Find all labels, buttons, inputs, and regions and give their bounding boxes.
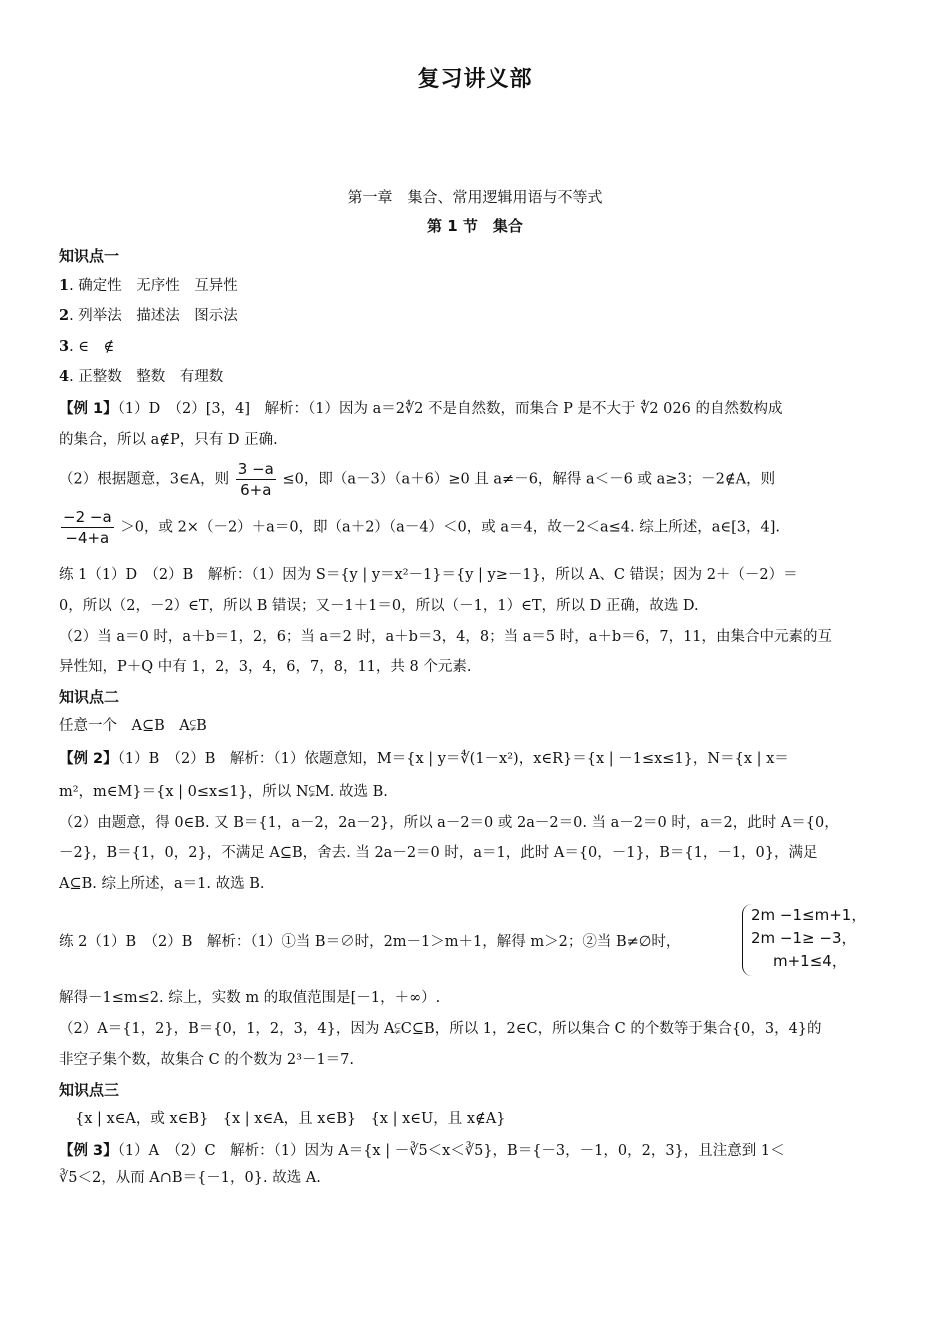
example-2-line-2: m²，m∈M}＝{x | 0≤x≤1}，所以 N⫋M. 故选 B.	[59, 784, 388, 800]
practice-1-line-3: （2）当 a＝0 时，a＋b＝1，2，6；当 a＝2 时，a＋b＝3，4，8；当 a＝5 时，a＋b＝6，7，11，由集合中元素的互	[59, 629, 833, 645]
example-3-label: 【例 3】	[59, 1143, 118, 1159]
example-1-line-3	[59, 460, 775, 499]
kp1-item-4	[59, 367, 895, 387]
example-2-label: 【例 2】	[59, 751, 118, 767]
kp3-line: {x | x∈A，或 x∈B} {x | x∈A，且 x∈B} {x | x∈U，且 x∉A}	[75, 1111, 506, 1127]
example-1-label: 【例 1】	[59, 401, 118, 417]
inequality-3: m+1≤4，	[773, 952, 847, 970]
kp1-item-3	[59, 337, 895, 357]
kp1-item-2	[59, 306, 895, 326]
kp1-item-4-text: . 正整数 整数 有理数	[69, 369, 224, 385]
fraction-2	[61, 508, 114, 547]
example-1-line-1	[59, 399, 895, 419]
knowledge-point-2-heading: 知识点二	[59, 688, 120, 706]
inequality-1: 2m −1≤m+1，	[751, 906, 867, 924]
example-1-line-2: 的集合，所以 a∉P，只有 D 正确.	[59, 432, 278, 448]
practice-2-line-4: 非空子集个数，故集合 C 的个数为 2³－1＝7.	[59, 1052, 355, 1068]
fraction-1	[236, 460, 276, 499]
example-3-text-1: （1）A （2）C 解析：（1）因为 A＝{x | －∛5＜x＜∛5}，B＝{－3，－1，0，2，3}，且注意到 1＜	[117, 1143, 785, 1159]
example-2-line-4: －2}，B＝{1，0，2}，不满足 A⊆B，舍去. 当 2a－2＝0 时，a＝1，此时 A＝{0，－1}，B＝{1，－1，0}，满足	[59, 845, 818, 861]
kp1-item-2-text: . 列举法 描述法 图示法	[69, 308, 238, 324]
example-2-line-5: A⊆B. 综上所述，a＝1. 故选 B.	[59, 876, 265, 892]
practice-2-line-2: 解得－1≤m≤2. 综上，实数 m 的取值范围是[－1，＋∞）.	[59, 990, 441, 1006]
practice-2-line-3: （2）A＝{1，2}，B＝{0，1，2，3，4}，因为 A⫋C⊆B，所以 1，2∈C，所以集合 C 的个数等于集合{0，3，4}的	[59, 1021, 822, 1037]
example-2-line-3: （2）由题意，得 0∈B. 又 B＝{1，a－2，2a－2}，所以 a－2＝0 或 2a－2＝0. 当 a－2＝0 时，a＝2，此时 A＝{0，	[59, 815, 839, 831]
example-2-text-1: （1）B （2）B 解析：（1）依题意知，M＝{x | y＝∜(1－x²)，x∈R}＝{x | －1≤x≤1}，N＝{x | x＝	[117, 751, 789, 767]
example-1-line-4-post: ＞0，或 2×（－2）＋a＝0，即（a＋2）（a－4）＜0，或 a＝4，故－2＜a≤4. 综上所述，a∈[3，4].	[120, 519, 780, 536]
fraction-2-denominator: −4+a	[65, 529, 110, 547]
knowledge-point-3-heading: 知识点三	[59, 1081, 120, 1099]
section-title: 第 1 节 集合	[427, 217, 523, 235]
example-1-line-4	[59, 508, 780, 547]
kp1-item-3-text: . ∈ ∉	[69, 339, 115, 355]
chapter-title: 第一章 集合、常用逻辑用语与不等式	[347, 188, 603, 206]
kp2-line: 任意一个 A⊆B A⫋B	[59, 718, 207, 734]
example-3-line-1	[59, 1141, 895, 1161]
kp1-item-2-number: 2	[59, 307, 70, 324]
example-1-line-3-pre: （2）根据题意，3∈A，则	[59, 471, 230, 488]
practice-1-line-2: 0，所以（2，－2）∈T，所以 B 错误；又－1＋1＝0，所以（－1，1）∈T，所以 D 正确，故选 D.	[59, 598, 699, 614]
kp1-item-1-number: 1	[59, 277, 70, 294]
example-1-text-1: （1）D （2）[3，4] 解析：（1）因为 a＝2∜2 不是自然数，而集合 P 是不大于 ∜2 026 的自然数构成	[117, 401, 783, 417]
kp1-item-3-number: 3	[59, 338, 70, 355]
practice-2-line-1: 练 2（1）B （2）B 解析：（1）①当 B＝∅时，2m－1＞m＋1，解得 m＞2；②当 B≠∅时，	[59, 934, 681, 950]
example-2-line-1	[59, 749, 895, 769]
inequality-system	[742, 904, 893, 976]
page-title: 复习讲义部	[417, 67, 533, 92]
kp1-item-1-text: . 确定性 无序性 互异性	[69, 278, 238, 294]
kp1-item-1	[59, 276, 895, 296]
practice-1-line-1: 练 1（1）D （2）B 解析：（1）因为 S＝{y | y＝x²－1}＝{y | y≥－1}，所以 A、C 错误；因为 2＋（－2）＝	[59, 567, 798, 583]
fraction-1-denominator: 6+a	[240, 481, 272, 499]
example-3-line-2: ∛5＜2，从而 A∩B＝{－1，0}. 故选 A.	[59, 1170, 321, 1186]
fraction-2-numerator: −2 −a	[63, 508, 112, 526]
kp1-item-4-number: 4	[59, 368, 70, 385]
inequality-2: 2m −1≥ −3，	[751, 929, 857, 947]
knowledge-point-1-heading: 知识点一	[59, 247, 120, 265]
example-1-line-3-post: ≤0，即（a－3）（a＋6）≥0 且 a≠－6，解得 a＜－6 或 a≥3；－2∉A，则	[282, 471, 776, 488]
practice-1-line-4: 异性知，P＋Q 中有 1，2，3，4，6，7，8，11，共 8 个元素.	[59, 659, 472, 675]
fraction-1-numerator: 3 −a	[237, 460, 274, 478]
